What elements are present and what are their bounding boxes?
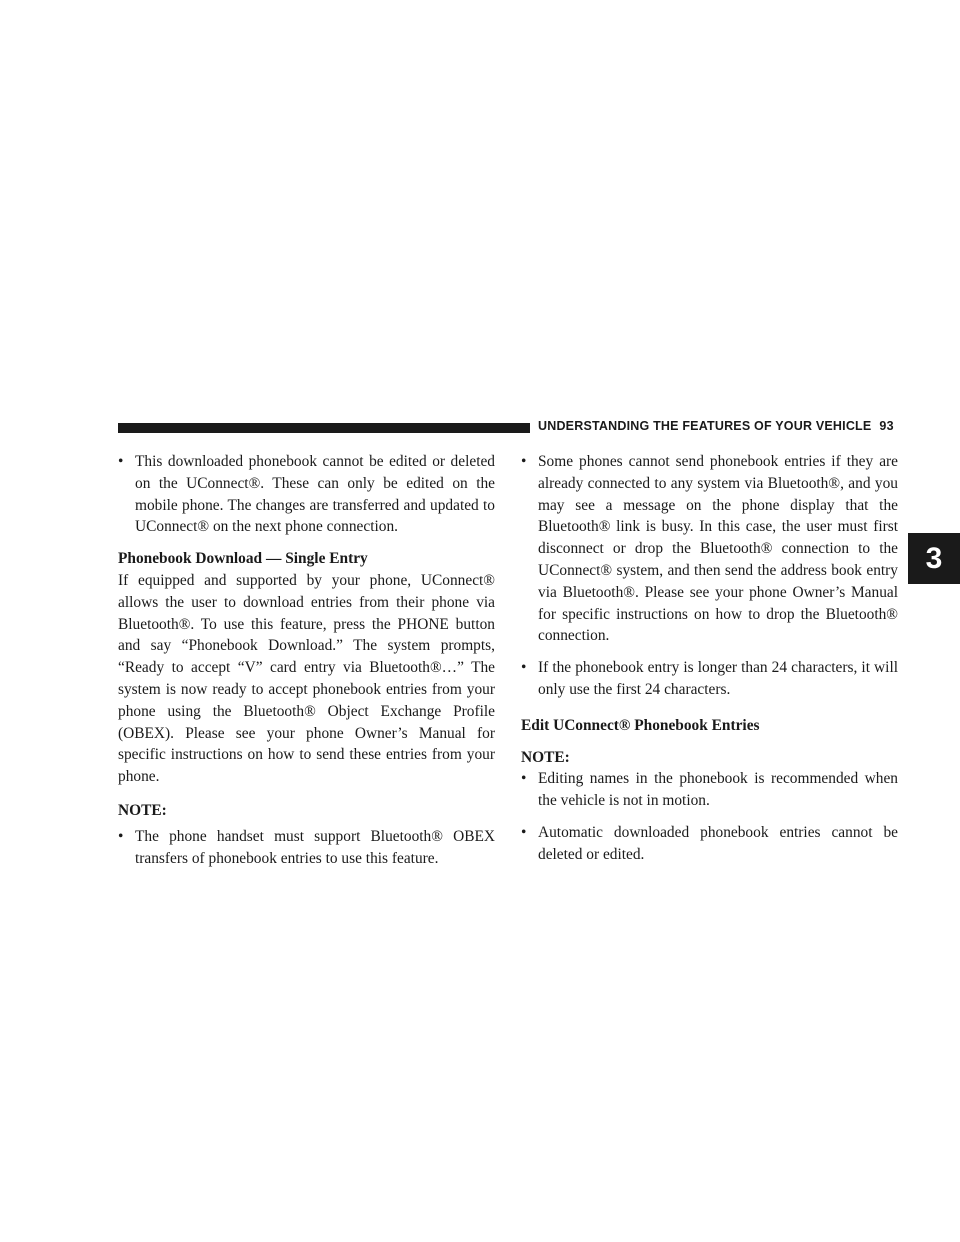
section-tab: 3 bbox=[908, 533, 960, 584]
bullet-dot: • bbox=[118, 453, 124, 470]
bullet-dot: • bbox=[118, 827, 124, 845]
bullet-text: The phone handset must support Bluetooth® OBEX transfers of phonebook entries to use this feature. bbox=[135, 827, 495, 867]
bullet-item bbox=[521, 822, 898, 866]
bullet-item bbox=[118, 826, 495, 870]
bullet-text: Editing names in the phonebook is recommended when the vehicle is not in motion. bbox=[538, 770, 898, 810]
header-rule bbox=[118, 423, 530, 433]
bullet-text: This downloaded phonebook cannot be edited or deleted on the UConnect®. These can only be edited on the mobile phone. The changes are transferred and updated to UConnect® on the next phone connection. bbox=[135, 453, 495, 536]
section-heading: Edit UConnect® Phonebook Entries bbox=[521, 716, 760, 734]
running-header bbox=[538, 419, 918, 433]
bullet-dot: • bbox=[521, 770, 527, 788]
bullet-dot: • bbox=[521, 823, 527, 841]
bullet-text: Some phones cannot send phonebook entries if they are already connected to any system via Bluetooth®, and you may see a message on the phone display that the Bluetooth® link is busy. In this case, the user must first disconnect or drop the Bluetooth® connection to the UConnect® system, and then send the address book entry via Bluetooth®. Please see your phone Owner’s Manual for specific instructions on how to drop the Bluetooth® connection. bbox=[538, 453, 898, 645]
bullet-dot: • bbox=[521, 453, 527, 470]
bullet-item bbox=[521, 768, 898, 812]
note-label: NOTE: bbox=[521, 748, 570, 766]
left-column bbox=[118, 451, 495, 869]
body-paragraph: If equipped and supported by your phone, UConnect® allows the user to download entries from their phone via Bluetooth®. To use this feature, press the PHONE button and say “Phonebook Download.” The system prompts, “Ready to accept “V” card entry via Bluetooth®…” The system is now ready to accept phonebook entries from your phone using the Bluetooth® Object Exchange Profile (OBEX). Please see your phone Owner’s Manual for specific instructions on how to send these entries from your phone. bbox=[118, 571, 495, 786]
bullet-text: Automatic downloaded phonebook entries cannot be deleted or edited. bbox=[538, 823, 898, 863]
bullet-item bbox=[118, 451, 495, 538]
bullet-text: If the phonebook entry is longer than 24 characters, it will only use the first 24 characters. bbox=[538, 659, 898, 698]
page-number: 93 bbox=[879, 419, 894, 433]
header-title: UNDERSTANDING THE FEATURES OF YOUR VEHICLE bbox=[538, 419, 872, 433]
bullet-item bbox=[521, 451, 898, 647]
section-heading: Phonebook Download — Single Entry bbox=[118, 550, 368, 568]
bullet-dot: • bbox=[521, 659, 527, 677]
right-column bbox=[521, 451, 898, 866]
bullet-item bbox=[521, 657, 898, 701]
note-label: NOTE: bbox=[118, 801, 167, 819]
